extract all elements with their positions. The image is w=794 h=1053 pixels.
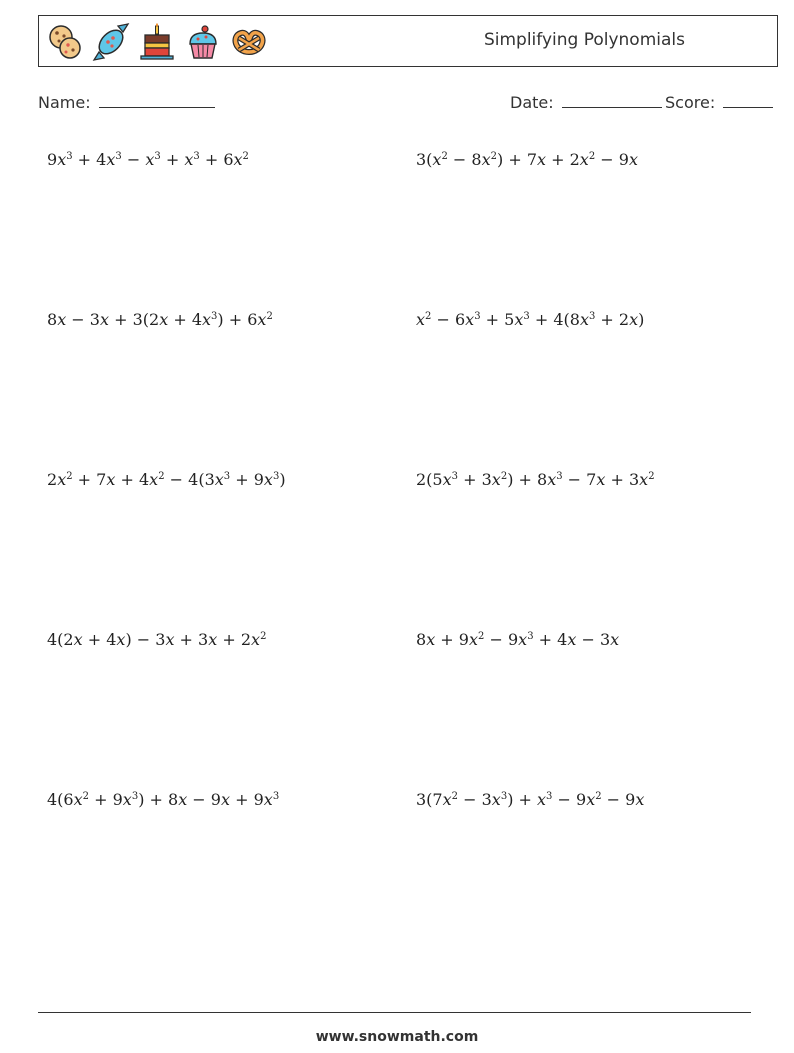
problem-8: $8x + 9x^2 - 9x^3 + 4x - 3x$ — [416, 630, 620, 649]
problem-6: $2(5x^3 + 3x^2) + 8x^3 - 7x + 3x^2$ — [416, 470, 655, 489]
problem-2: $3(x^2 - 8x^2) + 7x + 2x^2 - 9x$ — [416, 150, 638, 169]
score-blank[interactable] — [723, 93, 773, 108]
problem-10: $3(7x^2 - 3x^3) + x^3 - 9x^2 - 9x$ — [416, 790, 645, 809]
problem-7: $4(2x + 4x) - 3x + 3x + 2x^2$ — [47, 630, 267, 649]
problem-5: $2x^2 + 7x + 4x^2 - 4(3x^3 + 9x^3)$ — [47, 470, 286, 489]
problem-9: $4(6x^2 + 9x^3) + 8x - 9x + 9x^3$ — [47, 790, 280, 809]
score-field — [665, 93, 773, 112]
pretzel-icon — [229, 22, 269, 62]
date-field — [510, 93, 662, 112]
candy-icon — [91, 22, 131, 62]
footer-divider — [38, 1012, 751, 1013]
cookies-icon — [45, 22, 85, 62]
birthday-cake-icon — [137, 22, 177, 62]
problem-3: $8x - 3x + 3(2x + 4x^3) + 6x^2$ — [47, 310, 273, 329]
name-field — [38, 93, 215, 112]
date-blank[interactable] — [562, 93, 662, 108]
date-label: Date: — [510, 93, 554, 112]
worksheet-header — [38, 15, 778, 67]
header-icons — [45, 22, 269, 62]
worksheet-title: Simplifying Polynomials — [483, 30, 685, 50]
cupcake-icon — [183, 22, 223, 62]
problem-4: $x^2 - 6x^3 + 5x^3 + 4(8x^3 + 2x)$ — [416, 310, 645, 329]
name-blank[interactable] — [99, 93, 215, 108]
score-label: Score: — [665, 93, 716, 112]
name-label: Name: — [38, 93, 91, 112]
problem-1: $9x^3 + 4x^3 - x^3 + x^3 + 6x^2$ — [47, 150, 249, 169]
footer-website: www.snowmath.com — [315, 1029, 479, 1045]
